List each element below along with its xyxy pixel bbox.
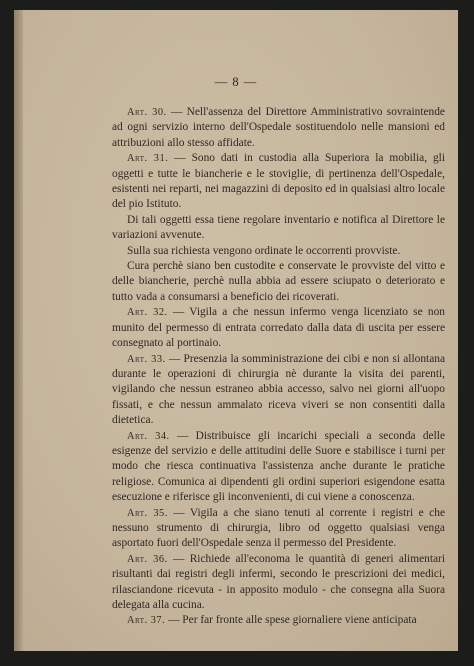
paragraph-text: — Distribuisce gli incarichi speciali a seconda delle esigenze del servizio e delle attitudini delle Suore e stabilisce i turni per modo che riesca continuativa l'assistenza anche durante le pratiche religiose. Comunica ai dipendenti gli ordini superiori esigendone esatta esecuzione e riferisce gli inconvenienti, di cui viene a conoscenza. [112, 429, 445, 504]
paragraph-text: — Nell'assenza del Direttore Amministrativo sovraintende ad ogni servizio interno dell'Ospedale sostituendolo nelle mansioni ed attribuzioni allo stesso affidate. [112, 106, 445, 149]
paragraph-text: — Vigila a che siano tenuti al corrente i registri e che nessuno strumento di chirurgia, libro od oggetto qualsiasi venga asportato fuori dell'Ospedale senza il permesso del Presidente. [112, 506, 445, 550]
paragraph [112, 552, 445, 614]
article-label: Art. 33. [127, 353, 166, 365]
page-binding-edge [14, 10, 23, 651]
paragraph [112, 613, 445, 628]
paragraph [112, 151, 445, 213]
body-text [112, 105, 445, 629]
article-label: Art. 30. [127, 107, 167, 118]
article-label: Art. 34. [127, 430, 170, 442]
article-label: Art. 36. [127, 553, 168, 565]
paragraph [112, 506, 445, 552]
article-label: Art. 31. [127, 153, 169, 165]
paragraph-text: — Richiede all'economa le quantità di generi alimentari risultanti dai registri degli infermi, secondo le prescrizioni dei medici, rilasciandone ricevuta - in apposito modulo - che consegna alla Suora delegata alla cucina. [112, 552, 445, 611]
paragraph [112, 105, 445, 151]
paragraph [112, 352, 445, 429]
paragraph [112, 305, 445, 351]
paragraph-text: — Sono dati in custodia alla Superiora la mobilia, gli oggetti e tutte le biancherie e le stoviglie, di pertinenza dell'Ospedale, esistenti nei reparti, nei magazzini di deposito ed in qualsiasi altro locale del pio Istituto. [112, 152, 445, 211]
article-label: Art. 37. [127, 615, 166, 627]
paragraph-text: Cura perchè siano ben custodite e conservate le provviste del vitto e delle biancherie, perchè nulla abbia ad essere sciupato o deteriorato e tutto vada a consumarsi a beneficio dei ricoverati. [112, 260, 445, 303]
paragraph [112, 244, 445, 259]
paragraph-text: — Per far fronte alle spese giornaliere viene anticipata [165, 614, 417, 627]
article-label: Art. 35. [127, 507, 168, 519]
paragraph-text: Sulla sua richiesta vengono ordinate le occorrenti provviste. [127, 244, 401, 257]
article-label: Art. 32. [127, 307, 168, 319]
document-page [14, 10, 458, 651]
paragraph [112, 213, 445, 244]
paragraph-text: — Vigila a che nessun infermo venga licenziato se non munito del permesso di entrata corredato dalla data di uscita per essere consegnato al portinaio. [112, 306, 445, 350]
paragraph [112, 429, 445, 506]
paragraph-text: — Presenzia la somministrazione dei cibi e non si allontana durante le operazioni di chirurgia nè durante la visita dei parenti, vigilando che nessun estraneo abbia accesso, salvo nei giorni all'uopo fissati, e che nessun ammalato riceva viveri se non consentiti dalla dietetica. [112, 352, 446, 427]
paragraph-text: Di tali oggetti essa tiene regolare inventario e notifica al Direttore le variazioni avvenute. [112, 213, 445, 242]
paragraph [112, 259, 445, 305]
page-number-header: — 8 — [214, 75, 258, 89]
